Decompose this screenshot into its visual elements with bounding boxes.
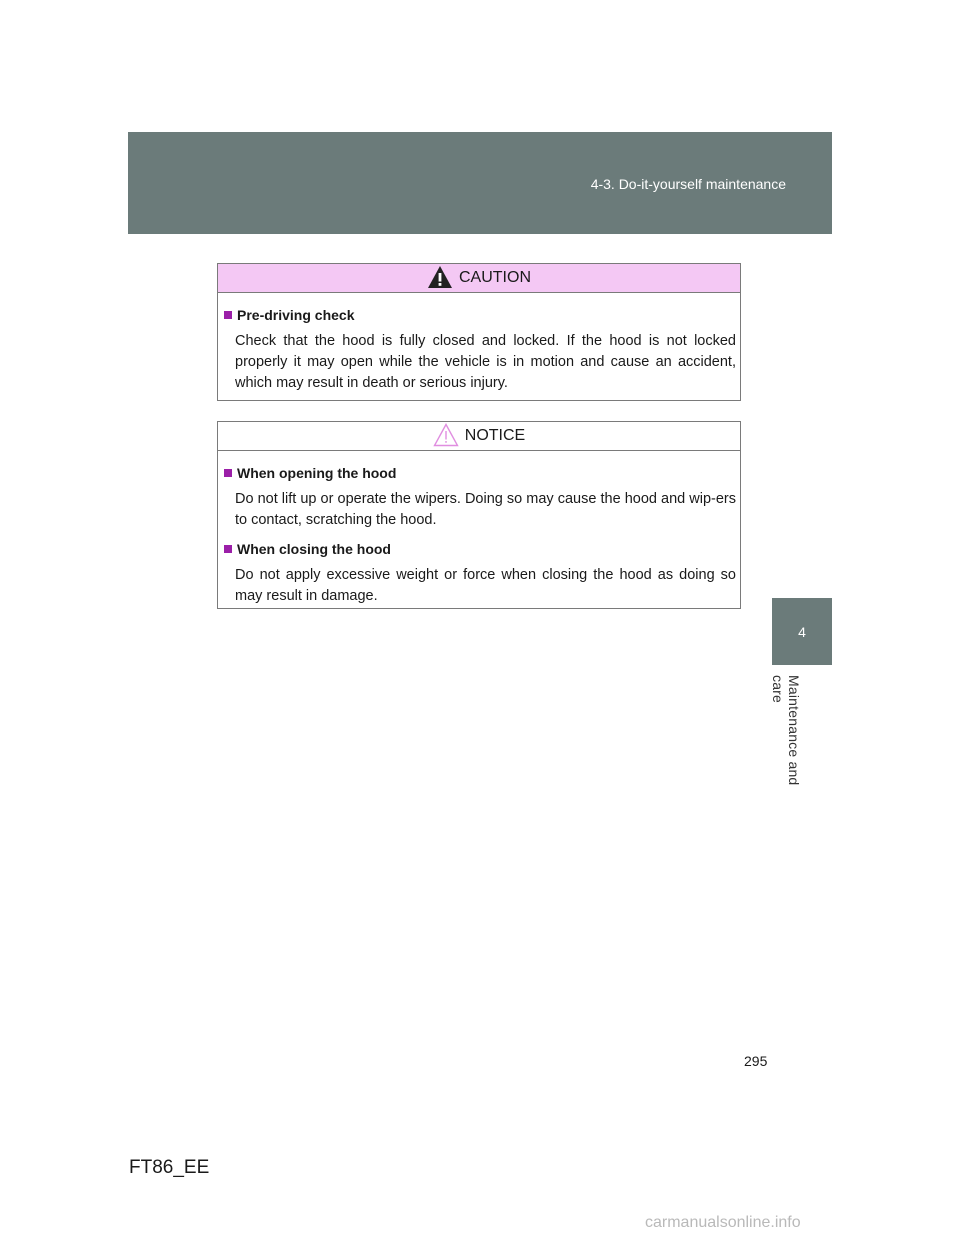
square-bullet-icon <box>224 469 232 477</box>
page-number: 295 <box>744 1053 768 1069</box>
notice-box <box>217 421 741 609</box>
warning-triangle-filled-icon <box>427 265 453 289</box>
caution-box-body <box>218 293 740 394</box>
chapter-title: Maintenance and care <box>770 675 802 786</box>
notice-item-text: Do not lift up or operate the wipers. Doing so may cause the hood and wip-ers to contact, scratching the hood. <box>235 491 736 528</box>
chapter-number: 4 <box>798 623 806 640</box>
notice-item-2-heading-text: When closing the hood <box>237 541 391 557</box>
square-bullet-icon <box>224 311 232 319</box>
warning-triangle-outline-icon <box>433 423 459 447</box>
notice-item-heading <box>224 465 736 481</box>
chapter-side-label <box>766 675 806 815</box>
caution-item-heading <box>224 307 736 323</box>
caution-title: CAUTION <box>459 269 531 286</box>
notice-box-header <box>218 422 740 451</box>
notice-item-heading <box>224 541 736 557</box>
chapter-tab <box>772 598 832 665</box>
caution-item-text: Check that the hood is fully closed and locked. If the hood is not locked properly it may open while the vehicle is in motion and cause an accident, which may result in death or serious injury. <box>235 333 736 391</box>
notice-item-1-heading-text: When opening the hood <box>237 465 397 481</box>
caution-box <box>217 263 741 401</box>
section-title: 4-3. Do-it-yourself maintenance <box>590 176 786 192</box>
caution-box-header <box>218 264 740 293</box>
notice-title: NOTICE <box>464 427 526 444</box>
model-code: FT86_EE <box>129 1157 210 1178</box>
square-bullet-icon <box>224 545 232 553</box>
caution-item-heading-text: Pre-driving check <box>237 307 355 323</box>
notice-box-body <box>218 451 740 607</box>
header-band <box>128 132 832 234</box>
notice-item-text: Do not apply excessive weight or force when closing the hood as doing so may result in damage. <box>235 567 736 604</box>
watermark: carmanualsonline.info <box>645 1214 801 1231</box>
